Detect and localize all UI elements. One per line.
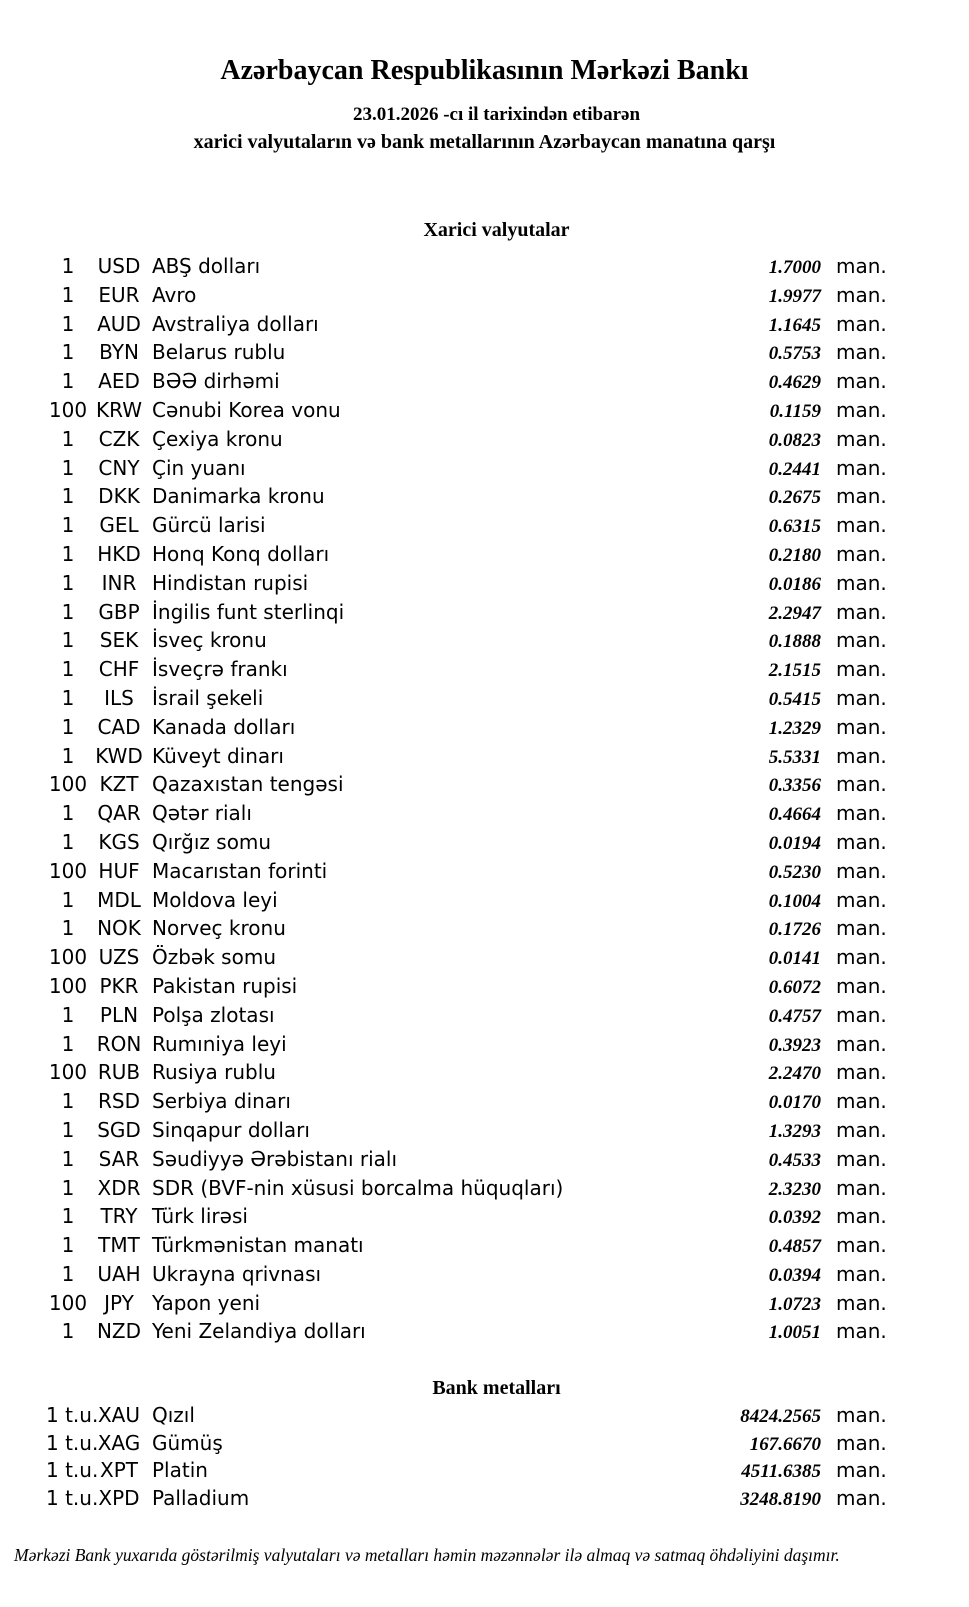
rate-value-cell: 0.3923 [768,1034,821,1056]
currency-row [0,713,969,742]
metal-name-cell: Gümüş [152,1430,223,1455]
metal-row [0,1402,969,1430]
unit-cell: man. [836,1117,887,1142]
rate-value-cell: 2.3230 [768,1178,821,1200]
metal-row [0,1457,969,1485]
currency-row [0,1145,969,1174]
quantity-cell: 100 [48,945,88,970]
unit-cell: man. [836,743,887,768]
currency-code-cell: RUB [97,1060,141,1085]
rate-value-cell: 0.3356 [768,775,821,797]
quantity-cell: 100 [48,772,88,797]
currency-name-cell: Honq Konq dolları [152,541,330,566]
quantity-cell: 1 [61,570,75,595]
unit-cell: man. [836,1089,887,1114]
currency-row [0,655,969,684]
currency-code-cell: JPY [104,1290,134,1315]
quantity-cell: 1 [61,513,75,538]
currency-name-cell: Gürcü larisi [152,513,266,538]
rate-value-cell: 167.6670 [749,1433,821,1455]
quantity-cell: 1 [61,1146,75,1171]
metal-code-cell: XAU [97,1403,141,1427]
unit-cell: man. [836,397,887,422]
currency-name-cell: Küveyt dinarı [152,743,284,768]
quantity-cell: 1 [61,887,75,912]
currency-code-cell: DKK [98,484,140,509]
currency-row [0,252,969,281]
quantity-cell: 100 [48,858,88,883]
currency-code-cell: ILS [104,685,134,710]
rate-value-cell: 0.1004 [768,890,821,912]
currency-name-cell: Qazaxıstan tengəsi [152,772,344,797]
quantity-cell: 1 [61,657,75,682]
currency-code-cell: CAD [97,714,141,739]
quantity-cell: 1 t.u. [46,1403,99,1427]
currency-row [0,1087,969,1116]
unit-cell: man. [836,1290,887,1315]
rate-value-cell: 0.0194 [768,832,821,854]
currency-row [0,770,969,799]
currency-name-cell: Çexiya kronu [152,426,283,451]
quantity-cell: 1 [61,685,75,710]
metal-code-cell: XPT [100,1458,138,1482]
currency-row [0,454,969,483]
currency-name-cell: Kanada dolları [152,714,296,739]
currency-code-cell: KRW [96,397,142,422]
currency-row [0,914,969,943]
currency-code-cell: CHF [98,657,140,682]
unit-cell: man. [836,801,887,826]
unit-cell: man. [836,973,887,998]
currency-name-cell: Pakistan rupisi [152,973,298,998]
currency-row [0,425,969,454]
unit-cell: man. [836,1146,887,1171]
currency-name-cell: İsveç kronu [152,628,267,653]
quantity-cell: 1 [61,254,75,278]
quantity-cell: 1 [61,1204,75,1229]
metal-name-cell: Qızıl [152,1403,195,1427]
quantity-cell: 1 [61,743,75,768]
currency-code-cell: KZT [99,772,139,797]
currency-rates-table [0,252,969,1346]
unit-cell: man. [836,426,887,451]
quantity-cell: 1 [61,1175,75,1200]
currency-name-cell: İngilis funt sterlinqi [152,599,345,624]
rate-value-cell: 2.2470 [768,1063,821,1085]
currency-code-cell: EUR [98,282,140,307]
quantity-cell: 1 [61,1261,75,1286]
currency-name-cell: Sinqapur dolları [152,1117,310,1142]
currency-row [0,1317,969,1346]
currency-name-cell: Serbiya dinarı [152,1089,291,1114]
unit-cell: man. [836,628,887,653]
rate-value-cell: 1.0051 [768,1322,821,1344]
rate-value-cell: 0.2441 [768,458,821,480]
unit-cell: man. [836,484,887,509]
currency-name-cell: Rusiya rublu [152,1060,276,1085]
unit-cell: man. [836,282,887,307]
currency-code-cell: XDR [97,1175,141,1200]
currency-name-cell: Özbək somu [152,945,276,970]
currency-name-cell: Belarus rublu [152,340,286,365]
currency-code-cell: KGS [98,829,140,854]
unit-cell: man. [836,1204,887,1229]
currency-row [0,684,969,713]
quantity-cell: 1 [61,1089,75,1114]
unit-cell: man. [836,369,887,394]
unit-cell: man. [836,829,887,854]
unit-cell: man. [836,1031,887,1056]
currency-code-cell: QAR [97,801,141,826]
quantity-cell: 1 [61,426,75,451]
rate-value-cell: 0.0141 [768,948,821,970]
effective-date-line: 23.01.2026 -cı il tarixindən etibarən [352,104,641,125]
quantity-cell: 100 [48,1060,88,1085]
currency-row [0,338,969,367]
currency-code-cell: AED [98,369,140,394]
currency-name-cell: İsrail şekeli [152,685,264,710]
quantity-cell: 1 [61,369,75,394]
currency-row [0,281,969,310]
currency-code-cell: NOK [97,916,141,941]
unit-cell: man. [836,887,887,912]
unit-cell: man. [836,858,887,883]
currency-code-cell: SEK [99,628,139,653]
currency-code-cell: PLN [99,1002,139,1027]
currency-name-cell: Səudiyyə Ərəbistanı rialı [152,1146,398,1171]
rate-value-cell: 0.4857 [768,1236,821,1258]
quantity-cell: 1 [61,916,75,941]
currency-row [0,1001,969,1030]
rate-value-cell: 2.2947 [768,602,821,624]
rate-value-cell: 1.9977 [768,285,821,307]
unit-cell: man. [836,1060,887,1085]
currency-row [0,742,969,771]
currency-code-cell: GBP [98,599,140,624]
currency-code-cell: AUD [97,311,141,336]
rate-value-cell: 0.6072 [768,976,821,998]
currency-row [0,1058,969,1087]
metal-row [0,1430,969,1458]
currency-name-cell: Çin yuanı [152,455,246,480]
rate-value-cell: 0.4629 [768,372,821,394]
currency-name-cell: Türk lirəsi [152,1204,248,1229]
rate-value-cell: 0.0394 [768,1264,821,1286]
currency-row [0,396,969,425]
quantity-cell: 1 [61,1117,75,1142]
rate-value-cell: 0.1888 [768,631,821,653]
currency-name-cell: Danimarka kronu [152,484,325,509]
unit-cell: man. [836,945,887,970]
unit-cell: man. [836,1319,887,1344]
quantity-cell: 1 [61,541,75,566]
rate-value-cell: 4511.6385 [741,1461,821,1482]
quantity-cell: 1 [61,1319,75,1344]
currency-row [0,367,969,396]
currency-code-cell: CNY [98,455,140,480]
unit-cell: man. [836,254,887,278]
currency-row [0,482,969,511]
metal-row [0,1485,969,1513]
unit-cell: man. [836,1175,887,1200]
currency-code-cell: MDL [97,887,141,912]
unit-cell: man. [836,1485,887,1510]
currency-row [0,886,969,915]
unit-cell: man. [836,714,887,739]
currency-code-cell: UZS [98,945,140,970]
metal-code-cell: XAG [97,1430,141,1455]
rate-value-cell: 0.4757 [768,1005,821,1027]
rate-value-cell: 0.6315 [768,516,821,538]
currency-name-cell: Ukrayna qrivnası [152,1261,322,1286]
currency-name-cell: ABŞ dolları [152,254,261,278]
unit-cell: man. [836,1002,887,1027]
currency-row [0,540,969,569]
rate-value-cell: 1.0723 [768,1293,821,1315]
quantity-cell: 1 [61,1233,75,1258]
currency-code-cell: KWD [95,743,143,768]
unit-cell: man. [836,541,887,566]
currency-code-cell: HKD [97,541,141,566]
quantity-cell: 100 [48,973,88,998]
unit-cell: man. [836,599,887,624]
quantity-cell: 1 [61,455,75,480]
currency-code-cell: TRY [100,1204,138,1229]
quantity-cell: 1 [61,484,75,509]
currency-name-cell: BƏƏ dirhəmi [152,369,280,394]
currency-name-cell: Yeni Zelandiya dolları [152,1319,366,1344]
quantity-cell: 1 t.u. [46,1458,99,1482]
currency-code-cell: NZD [96,1319,142,1344]
rate-value-cell: 1.1645 [768,314,821,336]
currency-code-cell: TMT [98,1233,140,1258]
unit-cell: man. [836,1458,887,1482]
rate-value-cell: 0.4664 [768,804,821,826]
rate-value-cell: 5.5331 [768,746,821,768]
metals-section-title: Bank metalları [432,1377,561,1399]
quantity-cell: 1 [61,801,75,826]
bulletin-subtitle: xarici valyutaların və bank metallarının Azərbaycan manatına qarşı [193,131,776,153]
rate-value-cell: 2.1515 [768,660,821,682]
currency-name-cell: Hindistan rupisi [152,570,309,595]
currency-row [0,1260,969,1289]
currency-name-cell: Qətər rialı [152,801,252,826]
unit-cell: man. [836,570,887,595]
unit-cell: man. [836,513,887,538]
currency-row [0,1231,969,1260]
currency-row [0,1030,969,1059]
unit-cell: man. [836,311,887,336]
unit-cell: man. [836,1430,887,1455]
quantity-cell: 1 [61,599,75,624]
unit-cell: man. [836,685,887,710]
currency-row [0,511,969,540]
currency-name-cell: Norveç kronu [152,916,286,941]
quantity-cell: 1 t.u. [46,1430,99,1455]
currency-row [0,1116,969,1145]
rate-value-cell: 8424.2565 [740,1406,821,1427]
currency-name-cell: Qırğız somu [152,829,272,854]
metal-name-cell: Palladium [152,1485,250,1510]
currency-name-cell: SDR (BVF-nin xüsusi borcalma hüquqları) [152,1175,564,1200]
currency-name-cell: Avstraliya dolları [152,311,319,336]
quantity-cell: 1 t.u. [46,1485,99,1510]
quantity-cell: 1 [61,829,75,854]
quantity-cell: 100 [48,397,88,422]
currency-code-cell: RSD [98,1089,140,1114]
rate-value-cell: 0.0392 [768,1207,821,1229]
quantity-cell: 1 [61,714,75,739]
currency-name-cell: İsveçrə frankı [152,657,288,682]
rate-value-cell: 3248.8190 [740,1488,821,1510]
quantity-cell: 1 [61,282,75,307]
currency-code-cell: SAR [98,1146,140,1171]
quantity-cell: 1 [61,340,75,365]
metals-rates-table [0,1402,969,1512]
currency-code-cell: RON [96,1031,142,1056]
currency-code-cell: CZK [98,426,140,451]
unit-cell: man. [836,455,887,480]
currency-code-cell: GEL [99,513,139,538]
rate-value-cell: 0.4533 [768,1149,821,1171]
rate-value-cell: 0.0186 [768,573,821,595]
quantity-cell: 100 [48,1290,88,1315]
currency-name-cell: Rumıniya leyi [152,1031,287,1056]
disclaimer-text: Mərkəzi Bank yuxarıda göstərilmiş valyutaları və metalları həmin məzənnələr ilə almaq və satmaq öhdəliyini daşımır. [14,1545,840,1565]
currency-name-cell: Avro [152,282,197,307]
rate-value-cell: 0.5230 [768,861,821,883]
quantity-cell: 1 [61,1031,75,1056]
unit-cell: man. [836,916,887,941]
rate-value-cell: 0.2675 [768,487,821,509]
currency-row [0,310,969,339]
quantity-cell: 1 [61,1002,75,1027]
rate-value-cell: 0.2180 [768,544,821,566]
unit-cell: man. [836,772,887,797]
unit-cell: man. [836,1261,887,1286]
currency-row [0,1174,969,1203]
currency-row [0,828,969,857]
currency-name-cell: Cənubi Korea vonu [152,397,341,422]
rate-value-cell: 0.0170 [768,1092,821,1114]
currency-row [0,799,969,828]
rate-value-cell: 0.0823 [768,429,821,451]
quantity-cell: 1 [61,628,75,653]
currency-code-cell: UAH [97,1261,141,1286]
currency-name-cell: Moldova leyi [152,887,278,912]
metal-name-cell: Platin [152,1458,208,1482]
currency-name-cell: Polşa zlotası [152,1002,275,1027]
currency-section-title: Xarici valyutalar [423,219,570,241]
currency-code-cell: PKR [99,973,139,998]
currency-row [0,943,969,972]
currency-row [0,1289,969,1318]
rate-value-cell: 1.3293 [768,1120,821,1142]
rate-value-cell: 1.7000 [768,257,821,278]
currency-code-cell: INR [101,570,137,595]
currency-row [0,569,969,598]
currency-code-cell: BYN [99,340,139,365]
rate-value-cell: 0.1726 [768,919,821,941]
quantity-cell: 1 [61,311,75,336]
unit-cell: man. [836,1233,887,1258]
rate-value-cell: 0.1159 [769,400,821,422]
unit-cell: man. [836,340,887,365]
bank-title: Azərbaycan Respublikasının Mərkəzi Bankı [220,55,749,86]
currency-name-cell: Yapon yeni [152,1290,261,1315]
unit-cell: man. [836,657,887,682]
currency-row [0,857,969,886]
currency-name-cell: Macarıstan forinti [152,858,328,883]
rate-value-cell: 0.5415 [768,688,821,710]
unit-cell: man. [836,1403,887,1427]
currency-row [0,598,969,627]
rate-value-cell: 0.5753 [768,343,821,365]
currency-row [0,626,969,655]
currency-row [0,1202,969,1231]
currency-code-cell: SGD [97,1117,141,1142]
rate-value-cell: 1.2329 [768,717,821,739]
currency-row [0,972,969,1001]
currency-code-cell: HUF [98,858,140,883]
currency-name-cell: Türkmənistan manatı [152,1233,364,1258]
currency-code-cell: USD [97,254,141,278]
metal-code-cell: XPD [98,1485,140,1510]
